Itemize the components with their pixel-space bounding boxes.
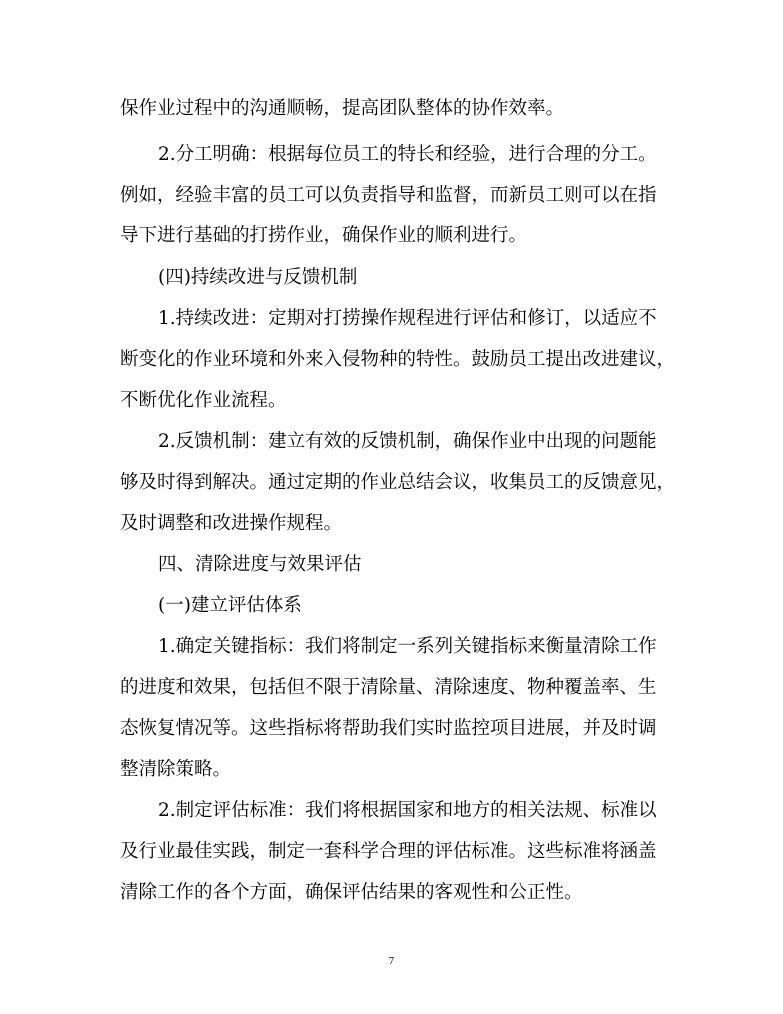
text-line: 的进度和效果，包括但不限于清除量、清除速度、物种覆盖率、生 bbox=[120, 677, 657, 698]
section-heading: (四)持续改进与反馈机制 bbox=[158, 267, 358, 288]
text-line: 态恢复情况等。这些指标将帮助我们实时监控项目进展，并及时调 bbox=[120, 718, 657, 739]
text-line: 保作业过程中的沟通顺畅，提高团队整体的协作效率。 bbox=[120, 98, 565, 119]
text-line: 例如，经验丰富的员工可以负责指导和监督，而新员工则可以在指 bbox=[120, 185, 657, 206]
text-line: 清除工作的各个方面，确保评估结果的客观性和公正性。 bbox=[120, 882, 583, 903]
text-line: 导下进行基础的打捞作业，确保作业的顺利进行。 bbox=[120, 225, 528, 246]
text-line: 1.确定关键指标：我们将制定一系列关键指标来衡量清除工作 bbox=[158, 636, 657, 657]
text-line: 2.制定评估标准：我们将根据国家和地方的相关法规、标准以 bbox=[158, 800, 657, 821]
text-line: 2.分工明确：根据每位员工的特长和经验，进行合理的分工。 bbox=[158, 144, 657, 165]
text-line: 断变化的作业环境和外来入侵物种的特性。鼓励员工提出改进建议， bbox=[120, 349, 676, 370]
section-heading: 四、清除进度与效果评估 bbox=[158, 554, 362, 575]
text-line: 及行业最佳实践，制定一套科学合理的评估标准。这些标准将涵盖 bbox=[120, 841, 657, 862]
section-heading: (一)建立评估体系 bbox=[158, 595, 302, 616]
page-number: 7 bbox=[388, 955, 395, 967]
text-line: 整清除策略。 bbox=[120, 759, 232, 780]
text-line: 1.持续改进：定期对打捞操作规程进行评估和修订，以适应不 bbox=[158, 308, 657, 329]
text-line: 够及时得到解决。通过定期的作业总结会议，收集员工的反馈意见， bbox=[120, 472, 676, 493]
text-line: 不断优化作业流程。 bbox=[120, 390, 287, 411]
text-line: 2.反馈机制：建立有效的反馈机制，确保作业中出现的问题能 bbox=[158, 431, 657, 452]
text-line: 及时调整和改进操作规程。 bbox=[120, 513, 343, 534]
